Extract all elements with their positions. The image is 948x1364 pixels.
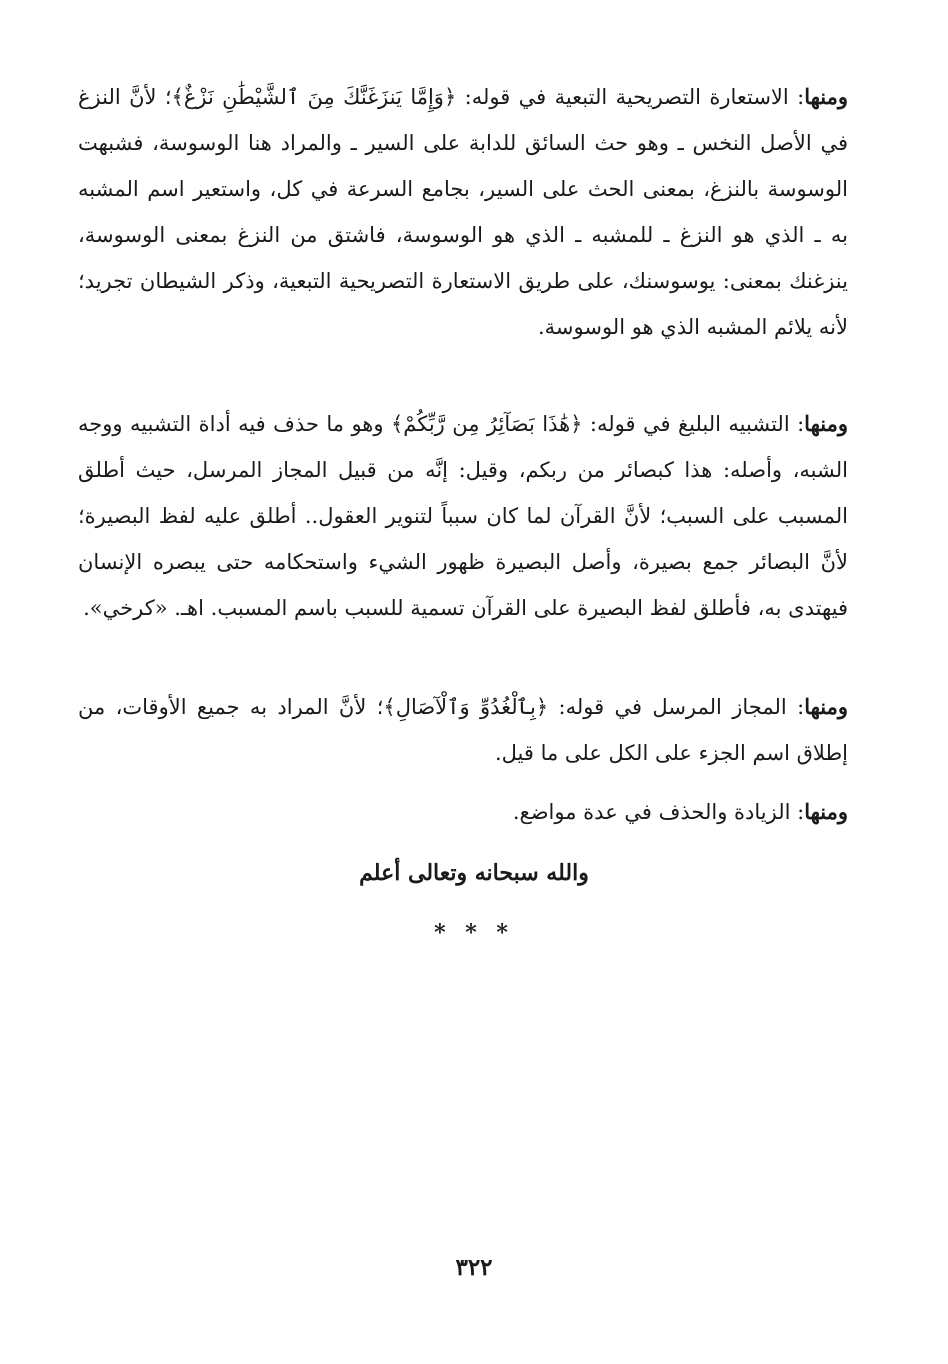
quran-verse: ﴿وَإِمَّا يَنزَغَنَّكَ مِنَ ٱلشَّيْطَٰنِ نَزْغٌ﴾ — [171, 85, 457, 109]
paragraph-lead: ومنها — [804, 799, 848, 824]
quran-verse: ﴿هَٰذَا بَصَآئِرُ مِن رَّبِّكُمْ﴾ — [390, 412, 583, 436]
paragraph-text — [78, 789, 848, 835]
section-separator: * * * — [434, 920, 514, 946]
paragraph-segment: : الزيادة والحذف في عدة مواضع. — [512, 800, 805, 824]
paragraph-tashbih — [78, 401, 848, 631]
paragraph-majaz — [78, 684, 848, 776]
page-number: ٣٢٢ — [455, 1254, 493, 1281]
paragraph-istiara — [78, 74, 848, 350]
paragraph-lead: ومنها — [804, 411, 848, 436]
paragraph-text — [78, 684, 848, 776]
quran-verse: ﴿بِٱلْغُدُوِّ وَٱلْآصَالِ﴾ — [383, 695, 549, 719]
paragraph-segment: : الاستعارة التصريحية التبعية في قوله: — [456, 85, 805, 109]
closing-phrase: والله سبحانه وتعالى أعلم — [359, 860, 589, 886]
paragraph-ziyada — [78, 789, 848, 835]
paragraph-lead: ومنها — [804, 694, 848, 719]
paragraph-segment: : التشبيه البليغ في قوله: — [582, 412, 805, 436]
paragraph-lead: ومنها — [804, 84, 849, 109]
paragraph-segment: وهو ما حذف فيه أداة التشبيه ووجه الشبه، وأصله: هذا كبصائر من ربكم، وقيل: إنَّه من قبيل المجاز المرسل، حيث أطلق المسبب على السبب؛ لأنَّ القرآن لما كان سبباً لتنوير العقول.. أطلق عليه لفظ البصيرة؛ لأنَّ البصائر جمع بصيرة، وأصل البصيرة ظهور الشيء واستحكامه حتى يبصره الإنسان فيهتدى به، فأطلق لفظ البصيرة على القرآن تسمية للسبب باسم المسبب. اهـ. «كرخي». — [78, 412, 848, 620]
paragraph-text — [78, 74, 848, 350]
paragraph-segment: : المجاز المرسل في قوله: — [548, 695, 805, 719]
paragraph-segment: ؛ لأنَّ النزغ في الأصل النخس ـ وهو حث السائق للدابة على السير ـ والمراد هنا الوسوسة، فشبهت الوسوسة بالنزغ، بمعنى الحث على السير، بجامع السرعة في كل، واستعير اسم المشبه به ـ الذي هو النزغ ـ للمشبه ـ الذي هو الوسوسة، فاشتق من النزغ بمعنى الوسوسة، ينزغنك بمعنى: يوسوسنك، على طريق الاستعارة التصريحية التبعية، وذكر الشيطان تجريد؛ لأنه يلائم المشبه الذي هو الوسوسة. — [78, 85, 848, 339]
paragraph-text — [78, 401, 848, 631]
paragraph-segment: ؛ لأنَّ المراد به جميع الأوقات، من إطلاق اسم الجزء على الكل على ما قيل. — [78, 695, 848, 765]
